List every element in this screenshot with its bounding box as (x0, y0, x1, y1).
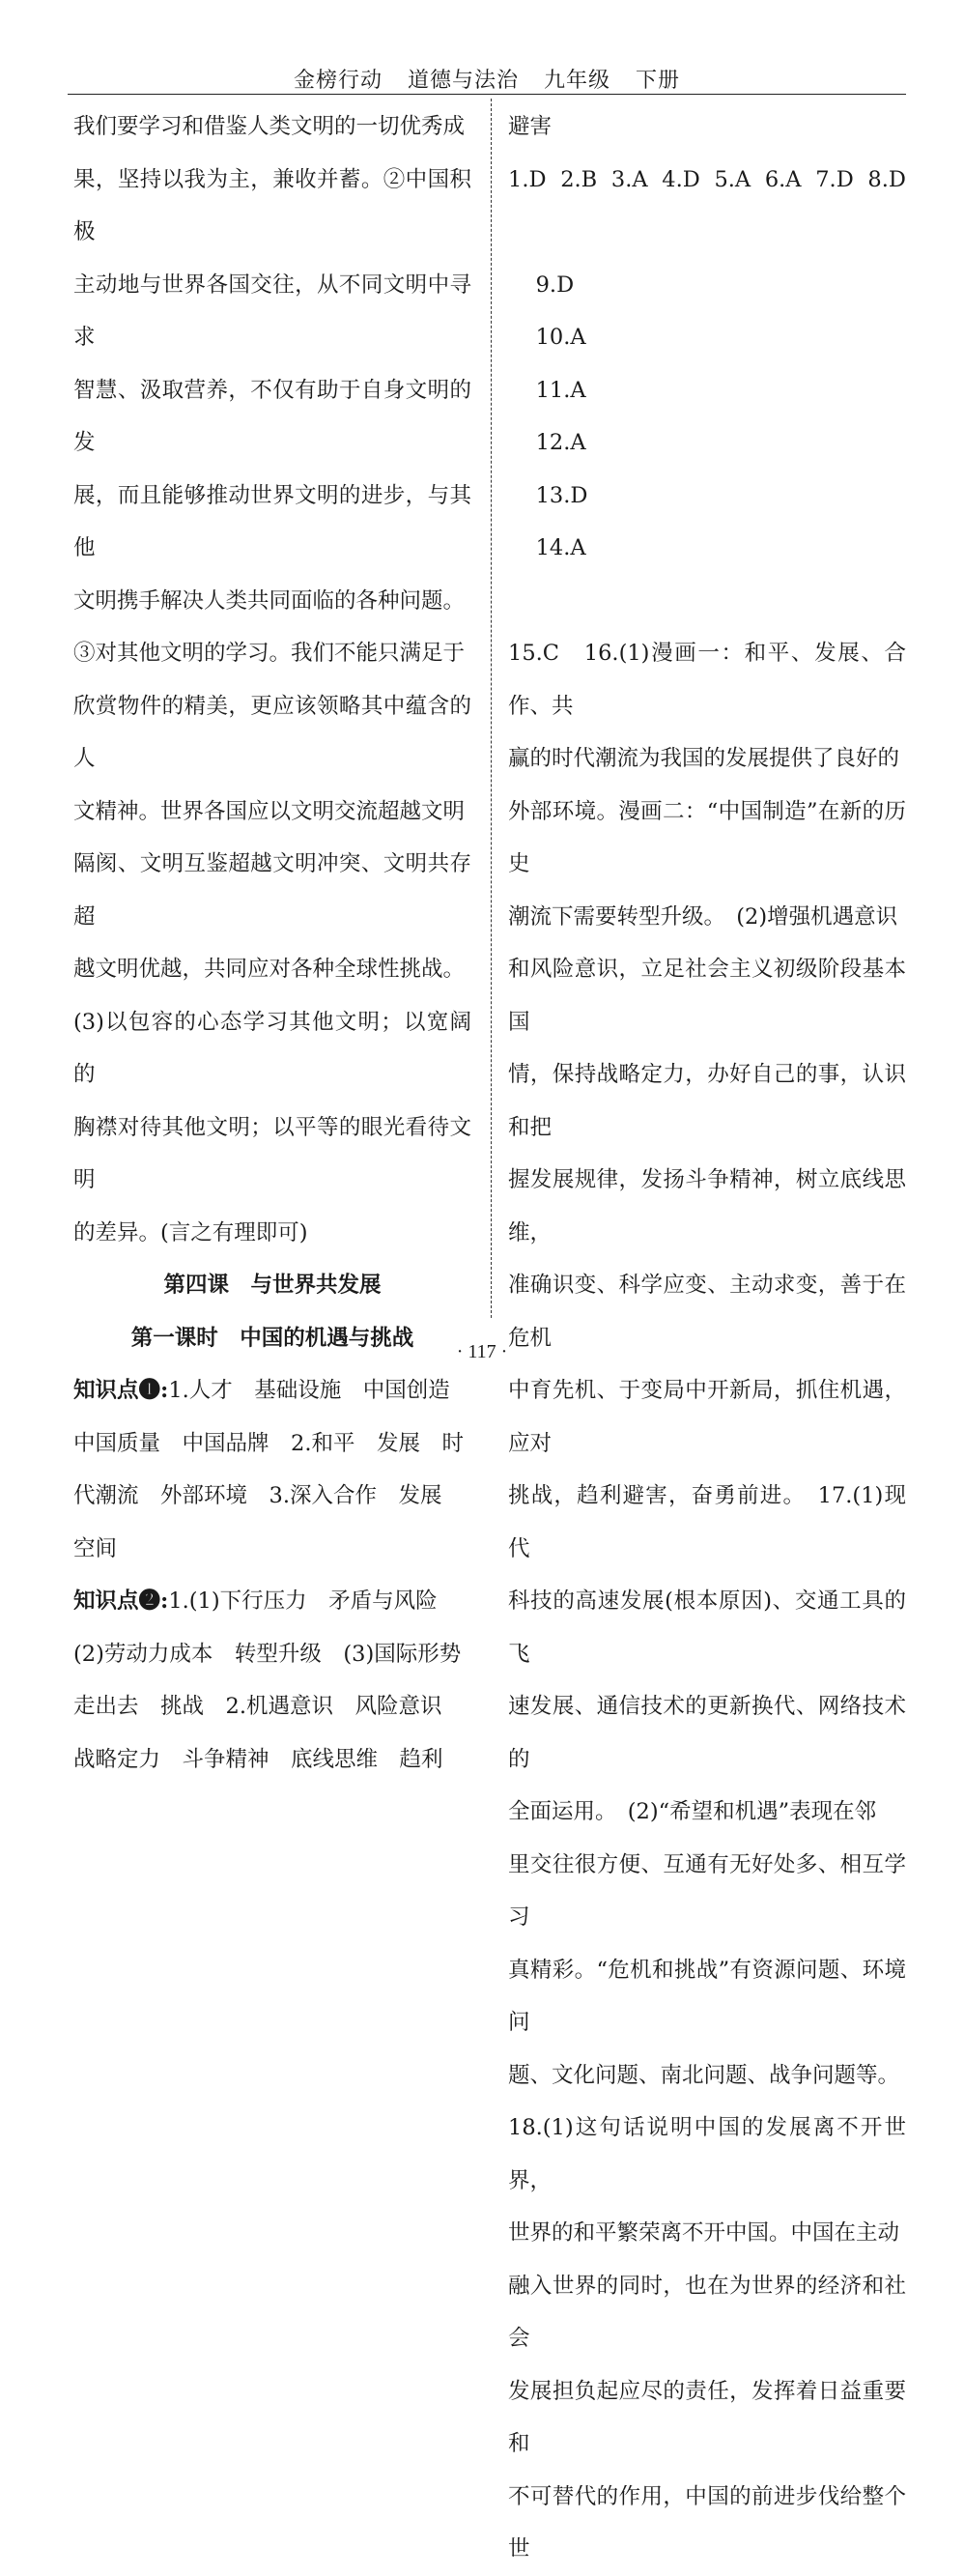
choice-answer: 6.A (764, 166, 802, 192)
choice-answer: 5.A (714, 166, 751, 192)
section-title: 第一课时 中国的机遇与挑战 (130, 1325, 414, 1351)
choice-answer: 2.B (560, 166, 598, 192)
choice-answer: 10.A (535, 325, 586, 350)
choice-answer: 7.D (815, 166, 854, 192)
knowledge-point-label: 知识点❷: (73, 1589, 169, 1614)
running-header (68, 64, 906, 94)
lesson-title: 第四课 与世界共发展 (163, 1273, 382, 1298)
choice-answer: 12.A (535, 430, 586, 455)
page-number: · 117 · (456, 1341, 508, 1362)
text-line: 1.(1)下行压力 矛盾与风险 (168, 1589, 438, 1614)
text-line: 科技的高速发展(根本原因)、交通工具的飞 (508, 1589, 906, 1667)
choice-answer: 4.D (662, 166, 700, 192)
text-line: 走出去 挑战 2.机遇意识 风险意识 (73, 1694, 442, 1719)
text-line: 欣赏物件的精美，更应该领略其中蕴含的人 (73, 693, 471, 771)
text-line: 展，而且能够推动世界文明的进步，与其他 (73, 482, 471, 560)
header-subject: 道德与法治 (407, 69, 519, 93)
text-line: 外部环境。漫画二：“中国制造”在新的历史 (508, 798, 906, 876)
text-line: 我们要学习和借鉴人类文明的一切优秀成 (73, 114, 466, 139)
text-line: 潮流下需要转型升级。 (2)增强机遇意识 (508, 903, 898, 930)
text-line: 果，坚持以我为主，兼收并蓄。②中国积极 (73, 166, 471, 244)
text-line: 题、文化问题、南北问题、战争问题等。 (508, 2062, 900, 2088)
text-line: 融入世界的同时，也在为世界的经济和社会 (508, 2273, 906, 2351)
text-line: 中国质量 中国品牌 2.和平 发展 时 (73, 1430, 464, 1456)
choice-answer: 9.D (535, 272, 575, 298)
text-line: 智慧、汲取营养，不仅有助于自身文明的发 (73, 377, 471, 455)
header-grade: 九年级 (544, 69, 611, 93)
text-line: 文明携手解决人类共同面临的各种问题。 (73, 587, 466, 614)
knowledge-point-label: 知识点❶: (73, 1378, 169, 1403)
knowledge-point-1 (73, 1364, 471, 1417)
text-line: 代潮流 外部环境 3.深入合作 发展 (73, 1483, 442, 1508)
text-line: 和风险意识，立足社会主义初级阶段基本国 (508, 957, 906, 1035)
choice-answer: 13.D (535, 482, 588, 508)
text-line: 15.C 16.(1)漫画一：和平、发展、合作、共 (508, 641, 906, 719)
text-line: 主动地与世界各国交往，从不同文明中寻求 (73, 272, 471, 350)
text-line: 全面运用。 (2)“希望和机遇”表现在邻 (508, 1799, 877, 1824)
text-line: 避害 (508, 114, 553, 139)
knowledge-point-2 (73, 1575, 471, 1628)
text-line: 挑战，趋利避害，奋勇前进。 17.(1)现代 (508, 1483, 906, 1561)
text-line: 里交往很方便、互通有无好处多、相互学习 (508, 1851, 906, 1930)
text-line: 真精彩。“危机和挑战”有资源问题、环境问 (508, 1957, 906, 2035)
choice-answer: 1.D (508, 166, 547, 192)
text-line: 情，保持战略定力，办好自己的事，认识和把 (508, 1062, 906, 1140)
text-line: 赢的时代潮流为我国的发展提供了良好的 (508, 746, 900, 771)
text-line: 发展担负起应尽的责任，发挥着日益重要和 (508, 2378, 906, 2456)
text-line: 空间 (73, 1535, 118, 1561)
text-line: 战略定力 斗争精神 底线思维 趋利 (73, 1746, 443, 1772)
text-line: 握发展规律，发扬斗争精神，树立底线思维， (508, 1167, 906, 1245)
choice-answers-row-1 (508, 154, 906, 207)
left-column (73, 100, 471, 1786)
text-line: 速发展、通信技术的更新换代、网络技术的 (508, 1694, 906, 1772)
text-line: 中育先机、于变局中开新局，抓住机遇，应对 (508, 1378, 906, 1456)
choice-answers-row-2 (508, 206, 906, 627)
text-line: 1.人才 基础设施 中国创造 (168, 1378, 450, 1403)
text-line: 世界的和平繁荣离不开中国。中国在主动 (508, 2220, 900, 2246)
choice-answer: 3.A (610, 166, 648, 192)
text-line: (2)劳动力成本 转型升级 (3)国际形势 (73, 1641, 462, 1667)
text-line: (3)以包容的心态学习其他文明；以宽阔的 (73, 1009, 471, 1087)
right-column (508, 100, 906, 2576)
header-rule (68, 94, 906, 95)
text-line: 越文明优越，共同应对各种全球性挑战。 (73, 957, 466, 982)
header-volume: 下册 (636, 69, 681, 93)
choice-answer: 11.A (535, 377, 586, 403)
choice-answer: 14.A (535, 535, 586, 560)
column-divider (491, 99, 492, 1318)
text-line: 文精神。世界各国应以文明交流超越文明 (73, 798, 466, 824)
text-line: 不可替代的作用，中国的前进步伐给整个世 (508, 2483, 906, 2562)
text-line: ③对其他文明的学习。我们不能只满足于 (73, 641, 466, 666)
choice-answer: 8.D (867, 166, 906, 192)
text-line: 18.(1)这句话说明中国的发展离不开世界， (508, 2115, 906, 2193)
text-line: 隔阂、文明互鉴超越文明冲突、文明共存超 (73, 851, 471, 930)
text-line: 准确识变、科学应变、主动求变，善于在危机 (508, 1273, 906, 1351)
text-line: 胸襟对待其他文明；以平等的眼光看待文明 (73, 1114, 471, 1192)
header-brand: 金榜行动 (293, 69, 383, 93)
text-line: 的差异。(言之有理即可) (73, 1219, 308, 1245)
